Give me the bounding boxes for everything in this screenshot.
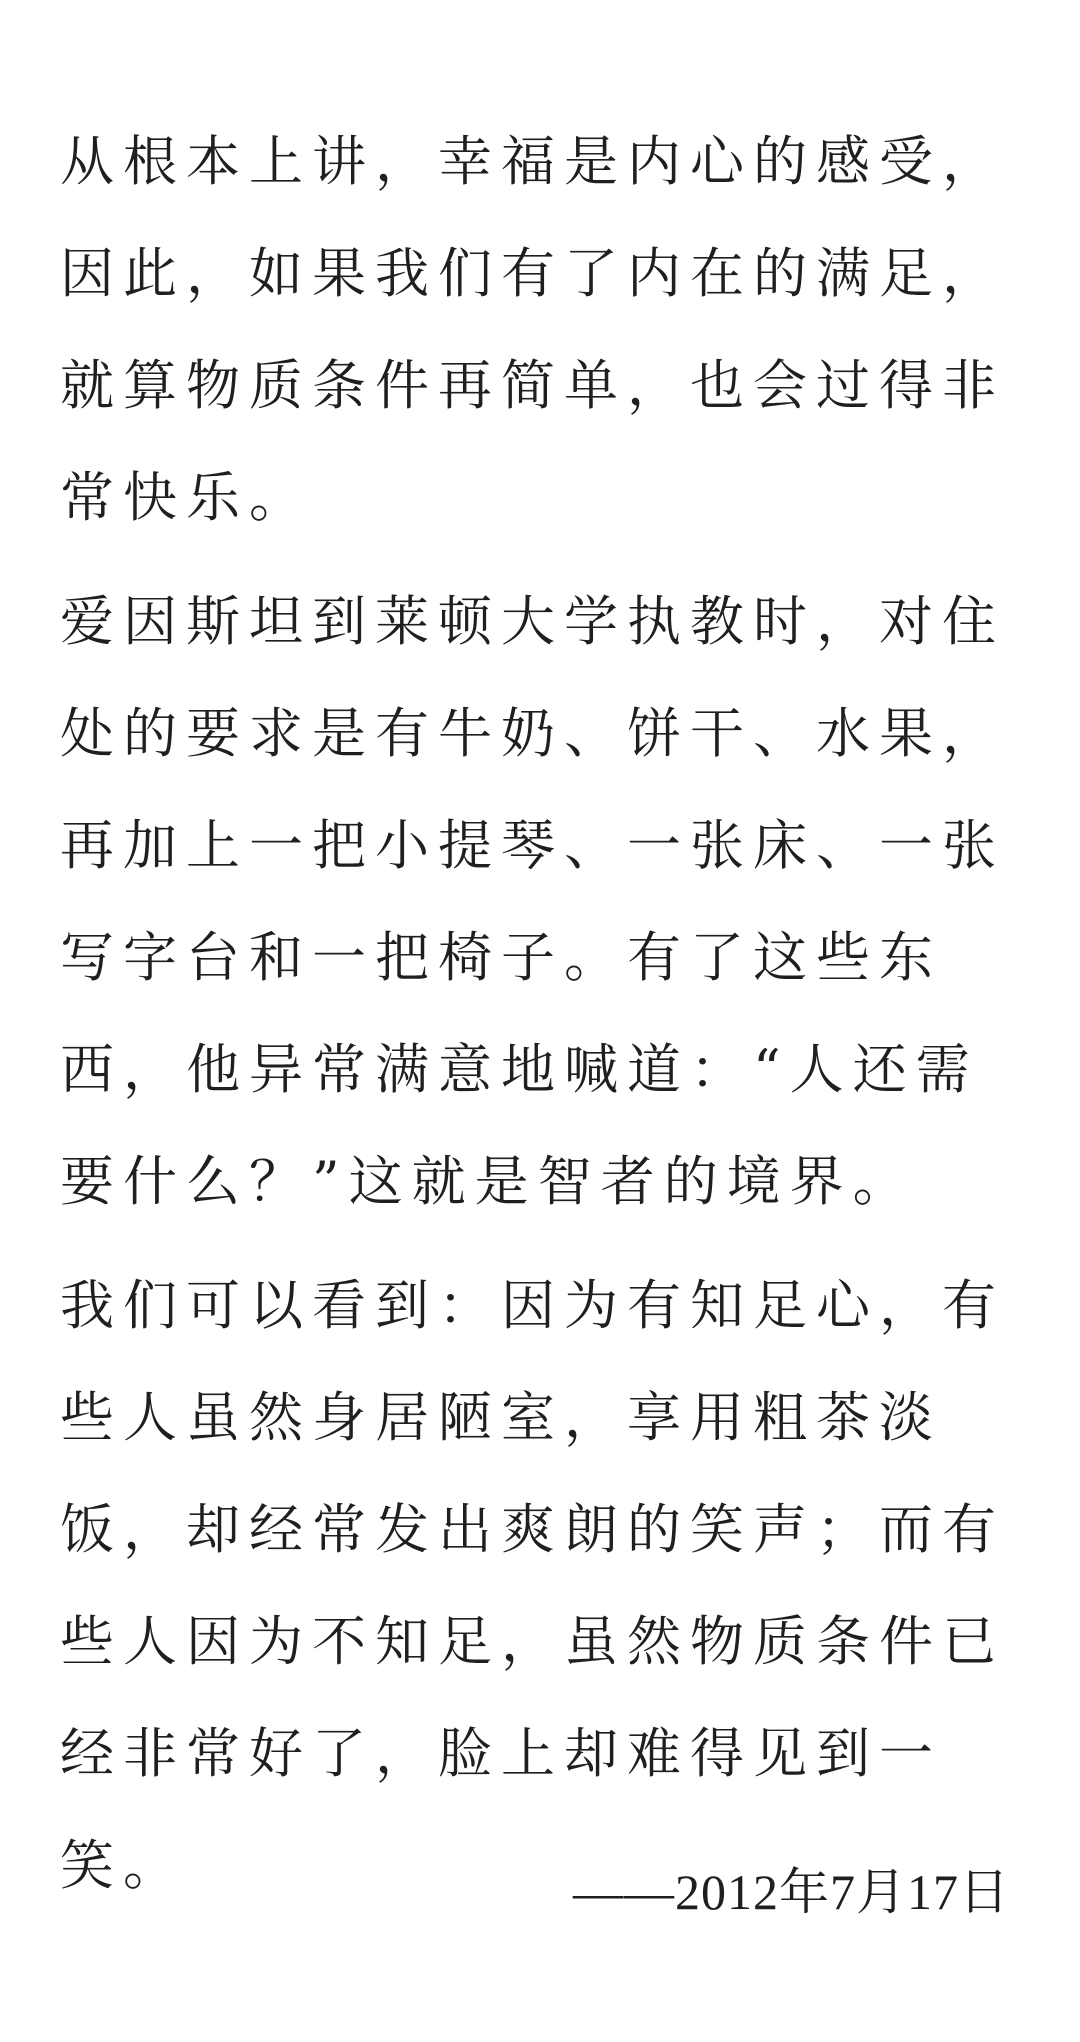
text-line: 就算物质条件再简单，也会过得非 [60,354,1005,417]
text-line: 再加上一把小提琴、一张床、一张 [60,814,1005,877]
text-line: 处的要求是有牛奶、饼干、水果， [60,702,1005,765]
text-line: 笑。 [60,1834,186,1897]
text-line: 写字台和一把椅子。有了这些东 [60,926,942,989]
text-line: 常快乐。 [60,466,312,529]
text-line: 我们可以看到：因为有知足心，有 [60,1274,1005,1337]
text-line: 些人因为不知足，虽然物质条件已 [60,1610,1005,1673]
text-line: 要什么？”这就是智者的境界。 [60,1150,916,1213]
text-line: 从根本上讲，幸福是内心的感受， [60,130,1005,193]
text-line: 西，他异常满意地喊道：“人还需 [60,1038,979,1101]
text-line: 因此，如果我们有了内在的满足， [60,242,1005,305]
text-line: 些人虽然身居陋室，享用粗茶淡 [60,1386,942,1449]
text-line: 经非常好了，脸上却难得见到一 [60,1722,942,1785]
text-line: 爱因斯坦到莱顿大学执教时，对住 [60,590,1005,653]
text-line: 饭，却经常发出爽朗的笑声；而有 [60,1498,1005,1561]
date-signature: ——2012年7月17日 [573,1864,1010,1920]
